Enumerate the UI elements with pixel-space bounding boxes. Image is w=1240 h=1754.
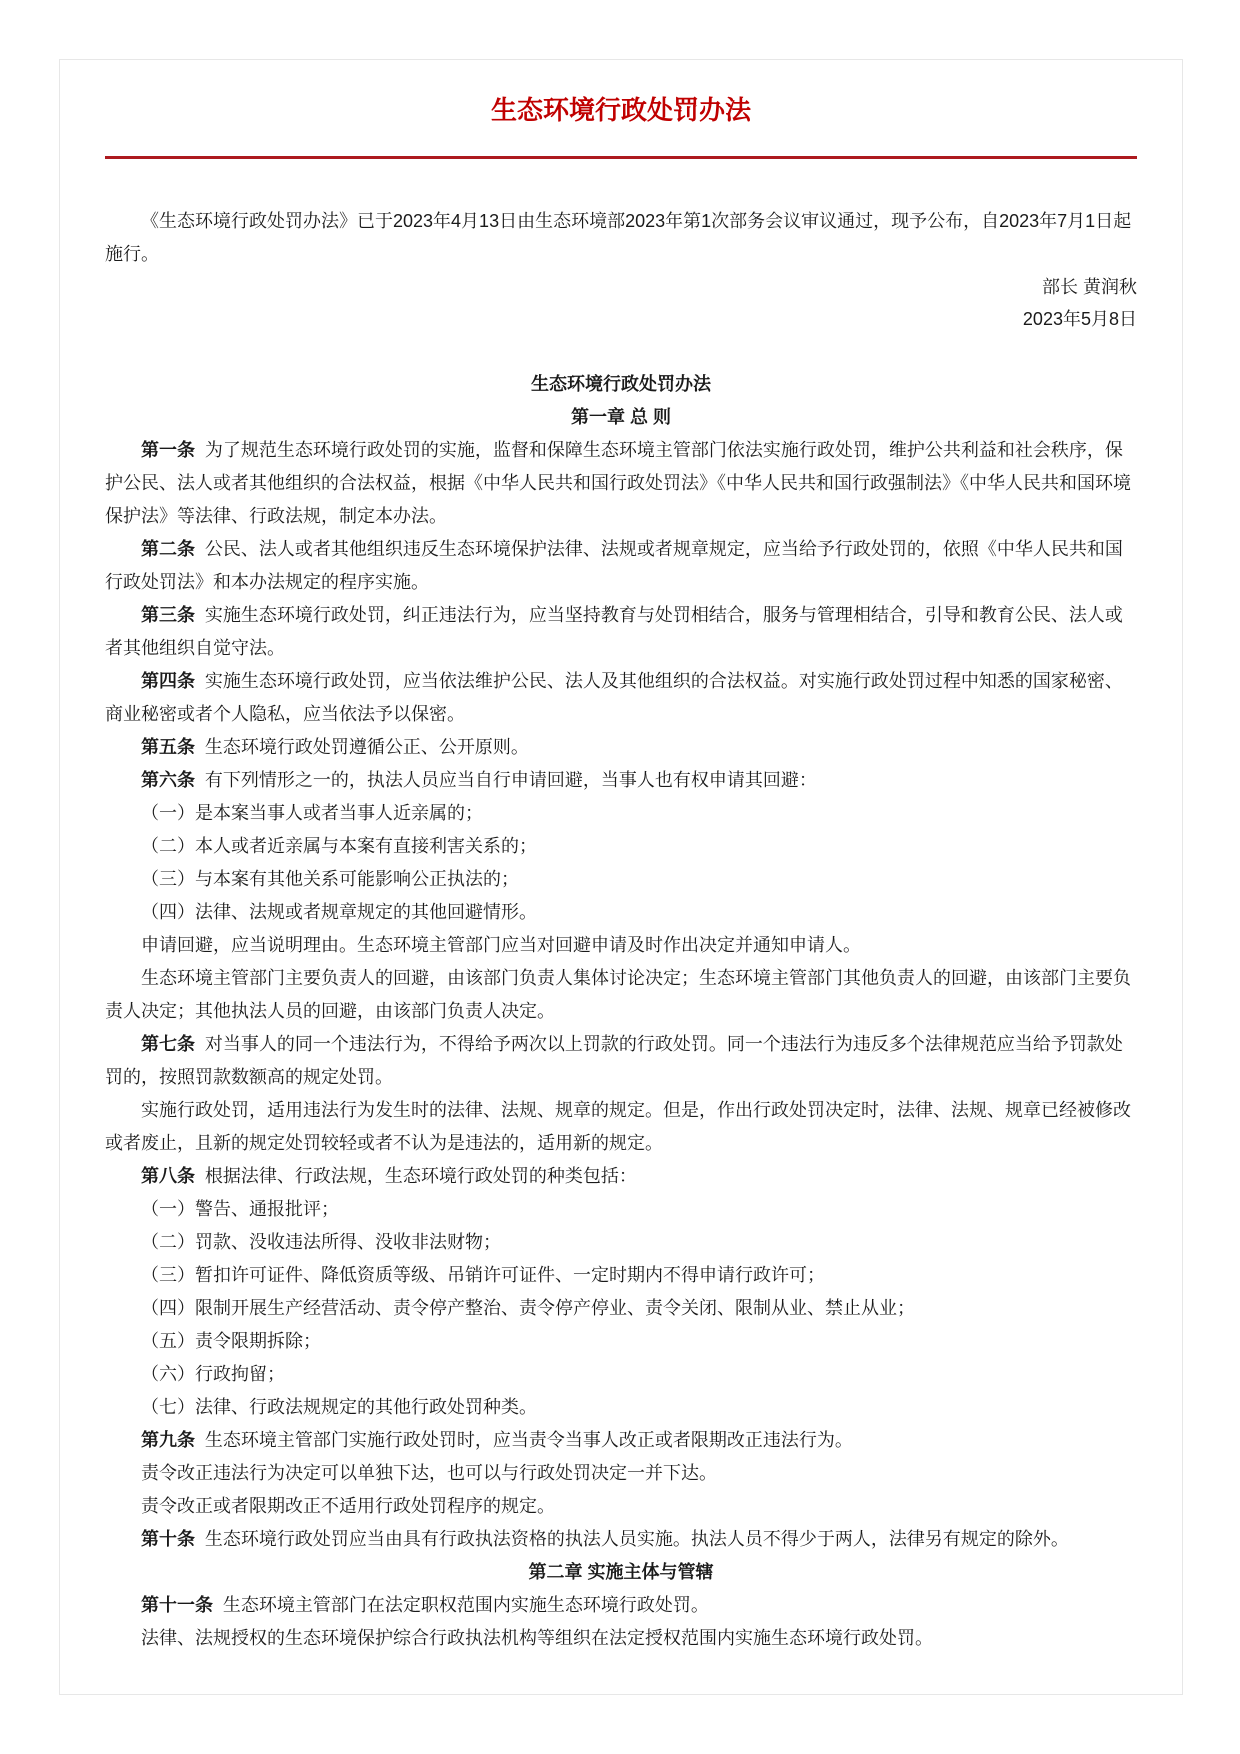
article-number: 第十一条	[141, 1595, 213, 1615]
article-paragraph: 第五条 生态环境行政处罚遵循公正、公开原则。	[141, 737, 529, 757]
document-body	[105, 401, 1137, 1655]
title-divider	[105, 156, 1137, 159]
signature-minister: 部长 黄润秋	[1041, 277, 1137, 297]
article-number: 第三条	[141, 605, 195, 625]
article-paragraph: 第十条 生态环境行政处罚应当由具有行政执法资格的执法人员实施。执法人员不得少于两人，法律另有规定的除外。	[141, 1529, 1069, 1549]
body-paragraph: 责令改正违法行为决定可以单独下达，也可以与行政处罚决定一并下达。	[141, 1463, 717, 1483]
list-item: （三）暂扣许可证件、降低资质等级、吊销许可证件、一定时期内不得申请行政许可；	[141, 1265, 825, 1285]
list-item: （六）行政拘留；	[141, 1364, 285, 1384]
document-page	[59, 59, 1183, 1695]
body-paragraph: 生态环境主管部门主要负责人的回避，由该部门负责人集体讨论决定；生态环境主管部门其他负责人的回避，由该部门主要负责人决定；其他执法人员的回避，由该部门负责人决定。	[105, 968, 1131, 1021]
list-item: （四）法律、法规或者规章规定的其他回避情形。	[141, 902, 537, 922]
list-item: （一）警告、通报批评；	[141, 1199, 339, 1219]
list-item: （五）责令限期拆除；	[141, 1331, 321, 1351]
article-paragraph: 第八条 根据法律、行政法规，生态环境行政处罚的种类包括：	[141, 1166, 637, 1186]
body-paragraph: 责令改正或者限期改正不适用行政处罚程序的规定。	[141, 1496, 555, 1516]
article-paragraph: 第六条 有下列情形之一的，执法人员应当自行申请回避，当事人也有权申请其回避：	[141, 770, 817, 790]
list-item: （二）本人或者近亲属与本案有直接利害关系的；	[141, 836, 537, 856]
body-paragraph: 实施行政处罚，适用违法行为发生时的法律、法规、规章的规定。但是，作出行政处罚决定时，法律、法规、规章已经被修改或者废止，且新的规定处罚较轻或者不认为是违法的，适用新的规定。	[105, 1100, 1131, 1153]
page-title: 生态环境行政处罚办法	[490, 95, 751, 125]
signature-date: 2023年5月8日	[1022, 309, 1137, 329]
article-number: 第八条	[141, 1166, 195, 1186]
article-paragraph: 第九条 生态环境主管部门实施行政处罚时，应当责令当事人改正或者限期改正违法行为。	[141, 1430, 853, 1450]
article-paragraph: 第四条 实施生态环境行政处罚，应当依法维护公民、法人及其他组织的合法权益。对实施行政处罚过程中知悉的国家秘密、商业秘密或者个人隐私，应当依法予以保密。	[105, 671, 1123, 724]
preamble-paragraph: 《生态环境行政处罚办法》已于2023年4月13日由生态环境部2023年第1次部务会议审议通过，现予公布，自2023年7月1日起施行。	[105, 211, 1132, 264]
article-number: 第一条	[141, 440, 195, 460]
article-paragraph: 第十一条 生态环境主管部门在法定职权范围内实施生态环境行政处罚。	[141, 1595, 709, 1615]
chapter-heading: 第二章 实施主体与管辖	[528, 1562, 714, 1582]
chapter-heading: 第一章 总 则	[570, 407, 671, 427]
list-item: （一）是本案当事人或者当事人近亲属的；	[141, 803, 483, 823]
article-number: 第七条	[141, 1034, 195, 1054]
article-number: 第二条	[141, 539, 195, 559]
article-paragraph: 第二条 公民、法人或者其他组织违反生态环境保护法律、法规或者规章规定，应当给予行政处罚的，依照《中华人民共和国行政处罚法》和本办法规定的程序实施。	[105, 539, 1123, 592]
article-paragraph: 第七条 对当事人的同一个违法行为，不得给予两次以上罚款的行政处罚。同一个违法行为违反多个法律规范应当给予罚款处罚的，按照罚款数额高的规定处罚。	[105, 1034, 1123, 1087]
article-paragraph: 第三条 实施生态环境行政处罚，纠正违法行为，应当坚持教育与处罚相结合，服务与管理相结合，引导和教育公民、法人或者其他组织自觉守法。	[105, 605, 1123, 658]
document-heading: 生态环境行政处罚办法	[531, 374, 711, 394]
list-item: （三）与本案有其他关系可能影响公正执法的；	[141, 869, 519, 889]
article-number: 第十条	[141, 1529, 195, 1549]
article-number: 第九条	[141, 1430, 195, 1450]
article-paragraph: 第一条 为了规范生态环境行政处罚的实施，监督和保障生态环境主管部门依法实施行政处罚，维护公共利益和社会秩序，保护公民、法人或者其他组织的合法权益，根据《中华人民共和国行政处罚法》《中华人民共和国行政强制法》《中华人民共和国环境保护法》等法律、行政法规，制定本办法。	[105, 440, 1131, 526]
list-item: （二）罚款、没收违法所得、没收非法财物；	[141, 1232, 501, 1252]
article-number: 第四条	[141, 671, 195, 691]
article-number: 第五条	[141, 737, 195, 757]
list-item: （四）限制开展生产经营活动、责令停产整治、责令停产停业、责令关闭、限制从业、禁止从业；	[141, 1298, 915, 1318]
article-number: 第六条	[141, 770, 195, 790]
body-paragraph: 法律、法规授权的生态环境保护综合行政执法机构等组织在法定授权范围内实施生态环境行政处罚。	[141, 1628, 933, 1648]
list-item: （七）法律、行政法规规定的其他行政处罚种类。	[141, 1397, 537, 1417]
body-paragraph: 申请回避，应当说明理由。生态环境主管部门应当对回避申请及时作出决定并通知申请人。	[141, 935, 861, 955]
